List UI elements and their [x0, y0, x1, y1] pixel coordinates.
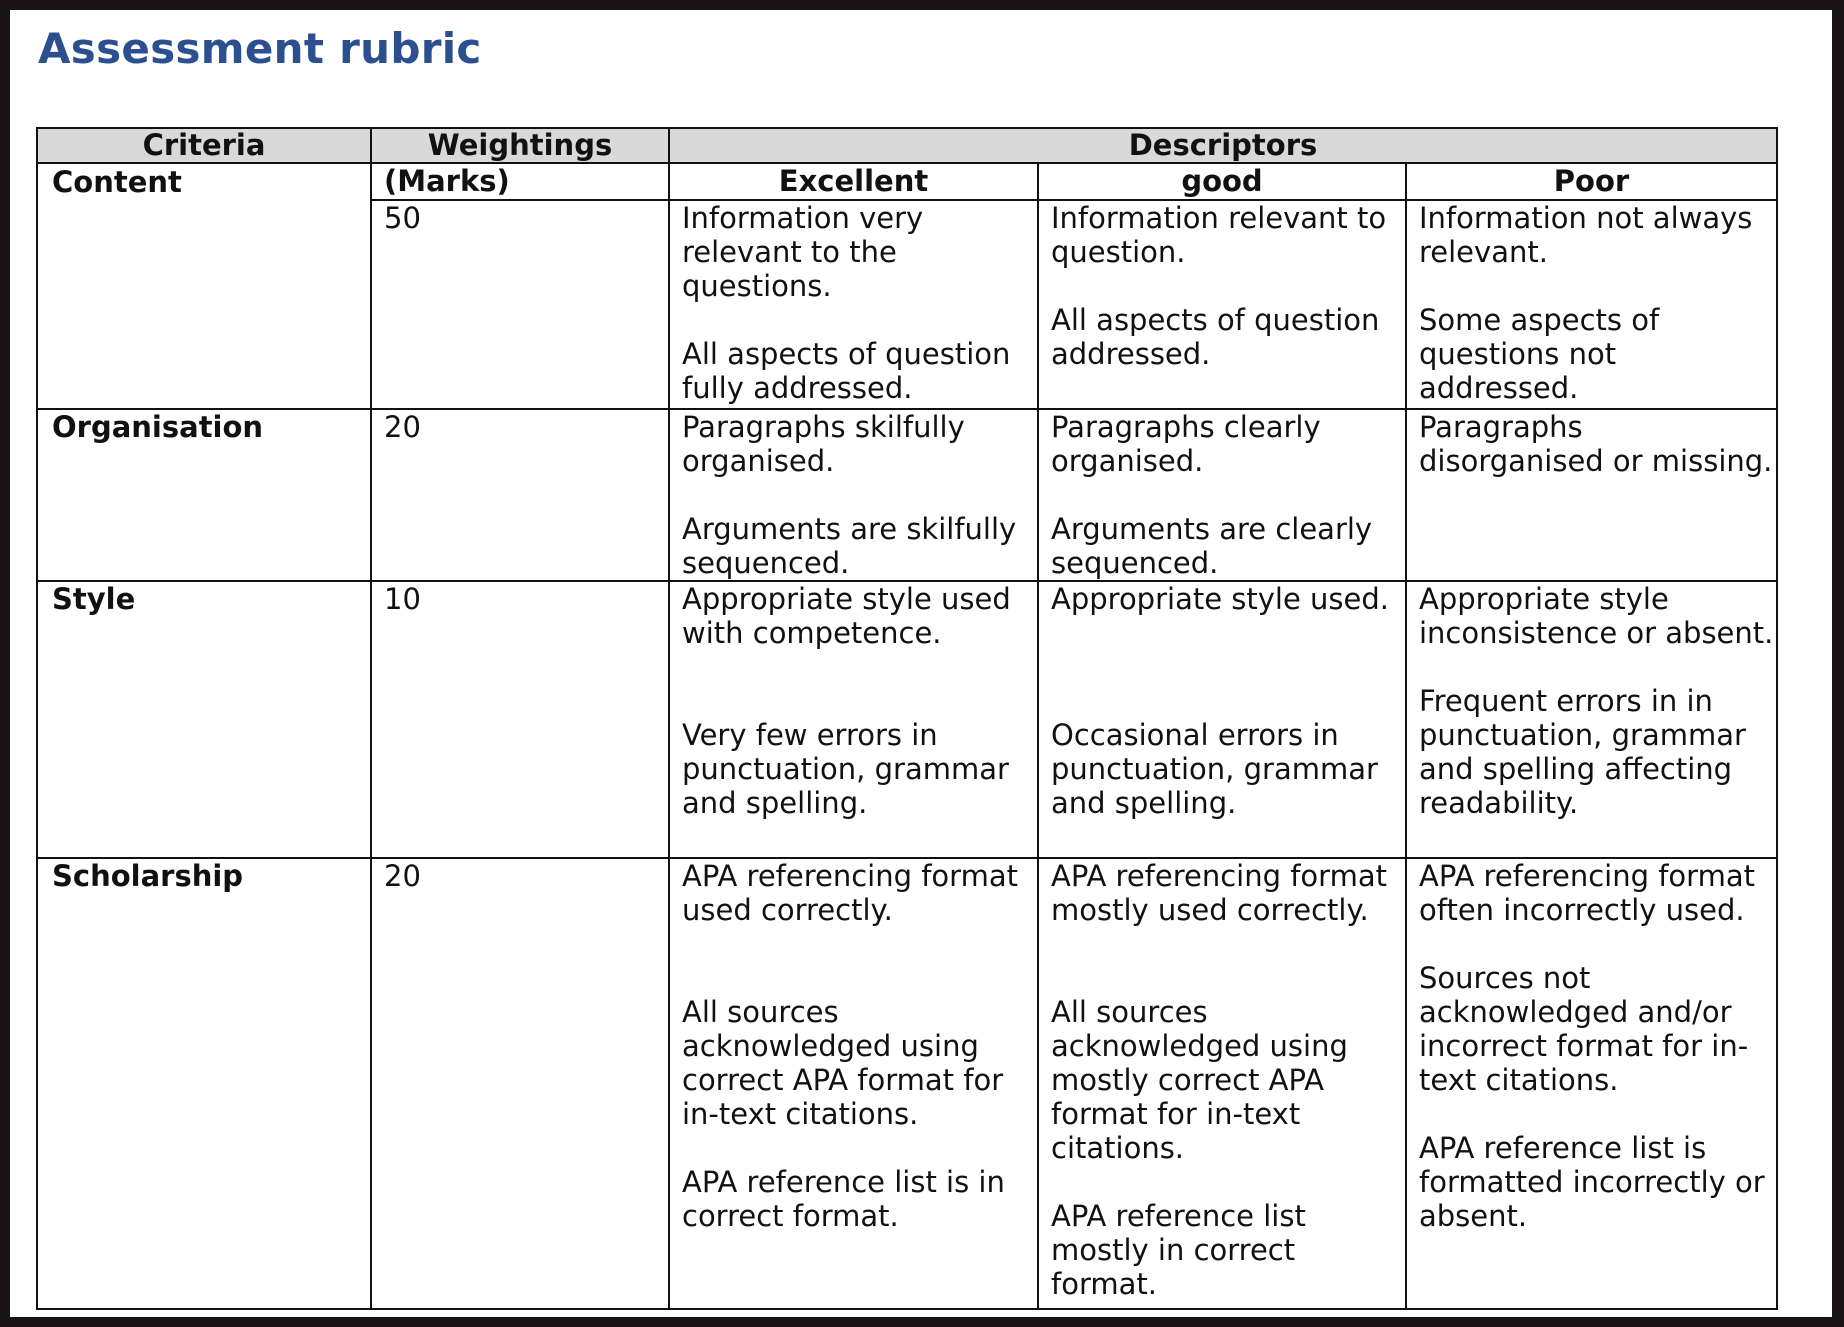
excellent-cell — [669, 409, 1038, 581]
header-excellent: Excellent — [669, 163, 1038, 200]
header-row-2 — [37, 163, 1777, 200]
good-cell — [1038, 581, 1406, 858]
descriptor-text: Information very relevant to the questions. — [682, 201, 924, 303]
header-poor: Poor — [1406, 163, 1777, 200]
good-cell — [1038, 200, 1406, 409]
descriptor-text: APA referencing format mostly used correctly. — [1051, 859, 1387, 927]
page-title: Assessment rubric — [38, 24, 482, 73]
descriptor-text: Appropriate style inconsistence or absent. — [1419, 582, 1774, 650]
poor-cell — [1406, 858, 1777, 1309]
descriptor-text: All sources acknowledged using correct APA format for in-text citations. — [682, 995, 1004, 1131]
good-cell — [1038, 409, 1406, 581]
descriptor-text: Sources not acknowledged and/or incorrect format for in-text citations. — [1419, 961, 1749, 1097]
poor-cell — [1406, 581, 1777, 858]
marks-cell: 50 — [371, 200, 669, 409]
table-row — [37, 200, 1777, 409]
poor-cell — [1406, 200, 1777, 409]
descriptor-text: Arguments are clearly sequenced. — [1051, 512, 1373, 580]
page — [10, 10, 1832, 1317]
descriptor-text: APA referencing format used correctly. — [682, 859, 1018, 927]
table-row — [37, 581, 1777, 858]
descriptor-text: Arguments are skilfully sequenced. — [682, 512, 1017, 580]
descriptor-text: Paragraphs skilfully organised. — [682, 410, 965, 478]
criteria-cell — [37, 200, 371, 409]
excellent-cell — [669, 858, 1038, 1309]
descriptor-text: Frequent errors in in punctuation, grammar and spelling affecting readability. — [1419, 684, 1746, 820]
criteria-cell: Scholarship — [37, 858, 371, 1309]
table-row — [37, 409, 1777, 581]
descriptor-text: Paragraphs clearly organised. — [1051, 410, 1321, 478]
criteria-cell: Style — [37, 581, 371, 858]
header-descriptors: Descriptors — [669, 128, 1777, 163]
poor-cell — [1406, 409, 1777, 581]
descriptor-text: Paragraphs disorganised or missing. — [1419, 410, 1773, 478]
good-cell — [1038, 858, 1406, 1309]
criteria-cell: Organisation — [37, 409, 371, 581]
header-criteria: Criteria — [37, 128, 371, 163]
descriptor-text: Occasional errors in punctuation, grammar and spelling. — [1051, 718, 1378, 820]
descriptor-text: APA reference list is in correct format. — [682, 1165, 1005, 1233]
header-row-1 — [37, 128, 1777, 163]
excellent-cell — [669, 200, 1038, 409]
descriptor-text: Very few errors in punctuation, grammar and spelling. — [682, 718, 1009, 820]
descriptor-text: All aspects of question fully addressed. — [682, 337, 1011, 405]
marks-cell: 10 — [371, 581, 669, 858]
descriptor-text: APA reference list is formatted incorrectly or absent. — [1419, 1131, 1765, 1233]
descriptor-text: Information relevant to question. — [1051, 201, 1387, 269]
descriptor-text: Appropriate style used with competence. — [682, 582, 1011, 650]
descriptor-text: Information not always relevant. — [1419, 201, 1753, 269]
header-good: good — [1038, 163, 1406, 200]
descriptor-text: APA reference list mostly in correct format. — [1051, 1199, 1306, 1301]
marks-cell: 20 — [371, 858, 669, 1309]
descriptor-text: Appropriate style used. — [1051, 582, 1389, 616]
table-row — [37, 858, 1777, 1309]
descriptor-text: Some aspects of questions not addressed. — [1419, 303, 1660, 405]
rubric-table — [36, 127, 1778, 1310]
header-marks: (Marks) — [371, 163, 669, 200]
header-weightings: Weightings — [371, 128, 669, 163]
excellent-cell — [669, 581, 1038, 858]
marks-cell: 20 — [371, 409, 669, 581]
criteria-content-label: Content — [37, 163, 371, 200]
descriptor-text: All sources acknowledged using mostly correct APA format for in-text citations. — [1051, 995, 1348, 1165]
descriptor-text: All aspects of question addressed. — [1051, 303, 1380, 371]
descriptor-text: APA referencing format often incorrectly used. — [1419, 859, 1755, 927]
